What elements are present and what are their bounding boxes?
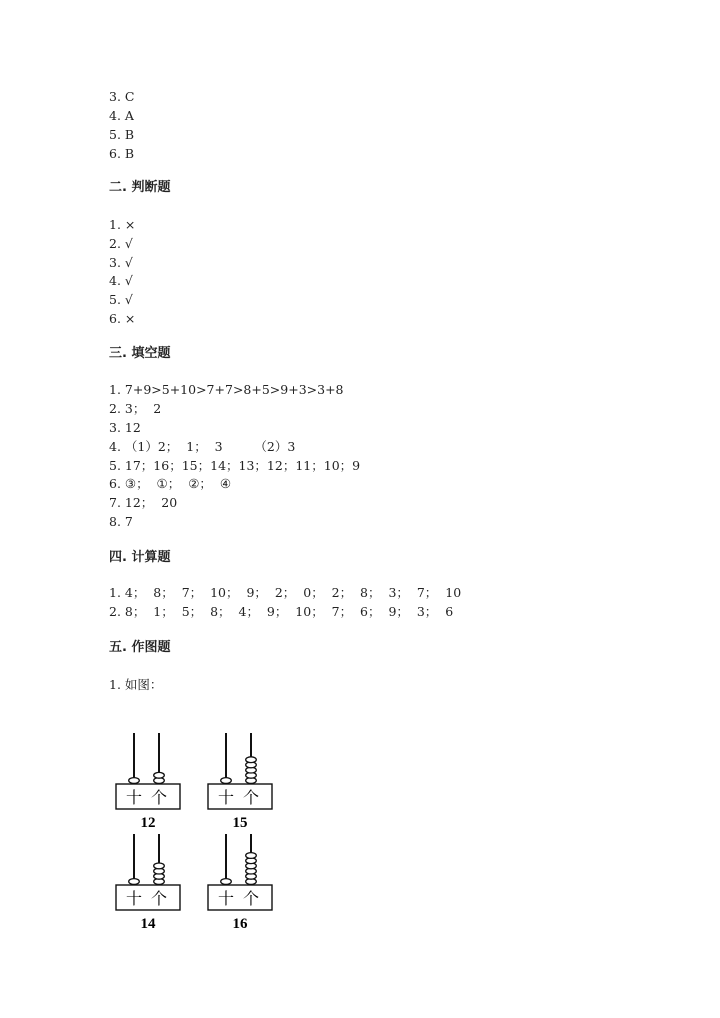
answer-line: 4. √ <box>109 273 133 288</box>
abacus-figure <box>113 733 183 831</box>
answer-line: 1. 7+9>5+10>7+7>8+5>9+3>3+8 <box>109 382 344 397</box>
answer-line: 5. √ <box>109 292 133 307</box>
abacus-number-label: 16 <box>232 916 248 932</box>
tens-bead <box>221 778 232 784</box>
answer-line: 5. 17；16；15；14；13；12；11；10；9 <box>109 458 361 473</box>
tens-place-label: 十 <box>217 788 235 807</box>
tens-place-label: 十 <box>217 889 235 908</box>
answer-line: 6. ③； ①； ②； ④ <box>109 476 232 491</box>
answer-line: 7. 12； 20 <box>109 495 178 510</box>
answer-line: 1. 4； 8； 7； 10； 9； 2； 0； 2； 8； 3； 7； 10 <box>109 585 462 600</box>
answer-line: 1. 如图： <box>109 677 163 692</box>
ones-bead <box>246 757 257 763</box>
abacus-number-label: 14 <box>140 916 156 932</box>
abacus-number-label: 12 <box>140 815 156 831</box>
answer-line: 6. B <box>109 146 135 161</box>
answer-line: 3. 12 <box>109 420 141 435</box>
tens-place-label: 十 <box>125 889 143 908</box>
section-heading-judgment: 二. 判断题 <box>109 180 171 195</box>
ones-bead <box>246 853 257 859</box>
abacus-figure <box>205 834 275 932</box>
tens-bead <box>129 879 140 885</box>
answer-line: 5. B <box>109 127 135 142</box>
answer-line: 1. × <box>109 217 136 232</box>
abacus-number-label: 15 <box>232 815 248 831</box>
answer-line: 4. A <box>109 108 134 123</box>
answer-line: 3. √ <box>109 255 133 270</box>
abacus-figure <box>205 733 275 831</box>
ones-place-label: 个 <box>150 889 168 908</box>
ones-bead <box>154 772 165 778</box>
tens-place-label: 十 <box>125 788 143 807</box>
tens-bead <box>129 778 140 784</box>
section-heading-calculation: 四. 计算题 <box>109 550 171 565</box>
tens-bead <box>221 879 232 885</box>
answer-line: 2. 3； 2 <box>109 401 162 416</box>
answer-line: 2. 8； 1； 5； 8； 4； 9； 10； 7； 6； 9； 3； 6 <box>109 604 454 619</box>
answer-line: 6. × <box>109 311 136 326</box>
ones-place-label: 个 <box>242 788 260 807</box>
section-heading-drawing: 五. 作图题 <box>109 640 171 655</box>
abacus-figure <box>113 834 183 932</box>
answer-line: 2. √ <box>109 236 133 251</box>
ones-place-label: 个 <box>242 889 260 908</box>
ones-place-label: 个 <box>150 788 168 807</box>
answer-line: 8. 7 <box>109 514 133 529</box>
answer-line: 3. C <box>109 89 135 104</box>
section-heading-fill-blank: 三. 填空题 <box>109 346 171 361</box>
ones-bead <box>154 863 165 869</box>
answer-line: 4. （1）2； 1； 3 （2）3 <box>109 439 296 454</box>
